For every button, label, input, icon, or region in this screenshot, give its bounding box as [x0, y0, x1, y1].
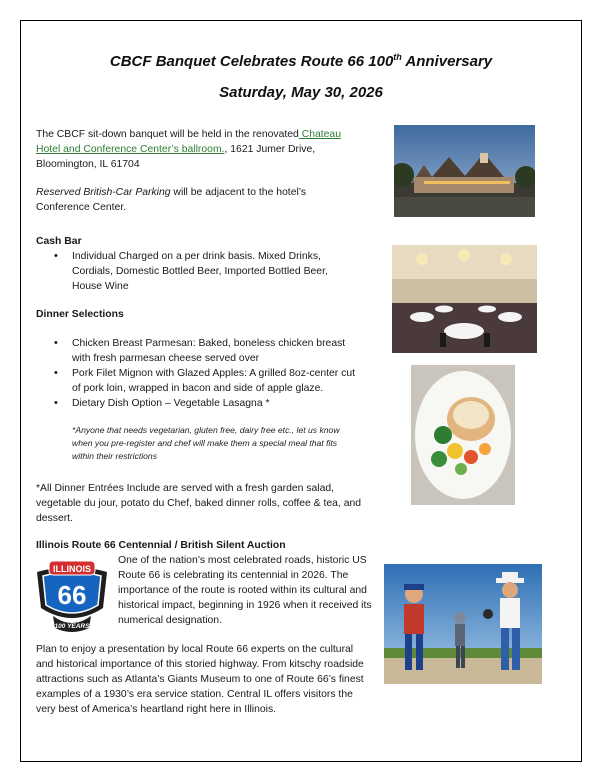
- dish-photo: [411, 365, 515, 505]
- cash-bar-heading: Cash Bar: [36, 236, 82, 247]
- hotel-photo: [394, 125, 535, 217]
- list-item: • Dietary Dish Option – Vegetable Lasagna *: [36, 396, 356, 411]
- venue-paragraph: The CBCF sit-down banquet will be held in the renovated Chateau Hotel and Conference Center’s ballroom., 1621 Jumer Drive, Bloomington, IL 61704: [36, 129, 341, 170]
- list-item: • Individual Charged on a per drink basis. Mixed Drinks, Cordials, Domestic Bottled Beer, Imported Bottled Beer, House Wine: [36, 249, 356, 294]
- entrees-paragraph: *All Dinner Entrées Include are served with a fresh garden salad, vegetable du jour, potato du Chef, baked dinner rolls, coffee & tea, and dessert.: [36, 483, 362, 524]
- svg-text:66: 66: [57, 580, 87, 610]
- event-date: Saturday, May 30, 2026: [219, 84, 383, 101]
- svg-text:100 YEARS: 100 YEARS: [54, 623, 90, 630]
- route-66-logo: [31, 558, 113, 636]
- parking-paragraph: Reserved British-Car Parking will be adjacent to the hotel’s Conference Center.: [36, 187, 307, 213]
- auction-heading: Illinois Route 66 Centennial / British Silent Auction: [36, 540, 286, 551]
- auction-paragraph-1: One of the nation’s most celebrated roads, historic US Route 66 is celebrating its centennial in 2026. The importance of the route is rooted within its cultural and historical impact, beginning in 1926 when it received its numerical designation.: [118, 555, 372, 626]
- ballroom-photo: [392, 245, 537, 353]
- cash-bar-list: [36, 249, 356, 294]
- page-title: CBCF Banquet Celebrates Route 66 100th Anniversary: [109, 52, 493, 70]
- giants-photo: [384, 564, 542, 684]
- dinner-heading: Dinner Selections: [36, 309, 124, 320]
- venue-link[interactable]: Chateau Hotel and Conference Center’s ballroom.: [36, 129, 341, 155]
- list-item: • Chicken Breast Parmesan: Baked, boneless chicken breast with fresh parmesan cheese served over: [36, 336, 356, 366]
- svg-text:ILLINOIS: ILLINOIS: [53, 564, 91, 574]
- list-item: • Pork Filet Mignon with Glazed Apples: A grilled 8oz-center cut of pork loin, wrapped in bacon and side of apple glaze.: [36, 366, 356, 396]
- auction-paragraph-2: Plan to enjoy a presentation by local Route 66 experts on the cultural and historical importance of this storied highway. From kitschy roadside attractions such as Atlanta’s Giants Museum to one of Route 66’s finest examples of a 1930’s era service station. Central IL offers visitors the very best of America’s heartland right here in Illinois.: [36, 644, 364, 715]
- flyer-page: [20, 20, 582, 762]
- dietary-note: *Anyone that needs vegetarian, gluten free, dairy free etc., let us know when you pre-register and chef will make them a special meal that fits within their restrictions: [72, 425, 340, 461]
- dinner-list: [36, 336, 356, 411]
